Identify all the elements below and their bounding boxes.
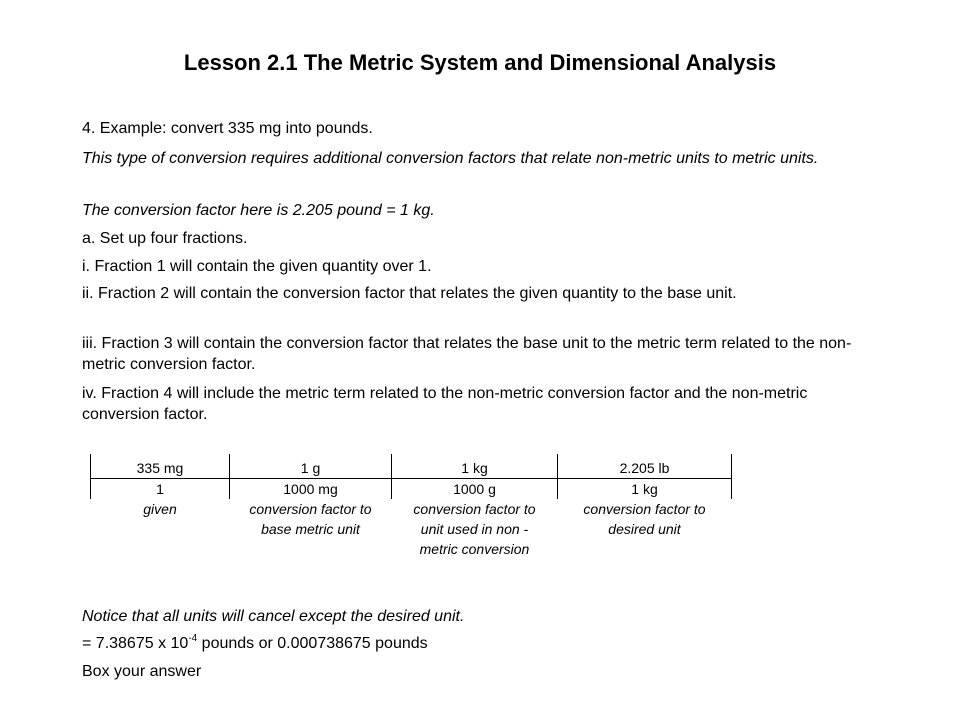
step-ii: ii. Fraction 2 will contain the conversion factor that relates the given quantity to the base unit. — [82, 285, 737, 302]
numerator-2: 1 g — [230, 454, 392, 479]
page-title: Lesson 2.1 The Metric System and Dimensional Analysis — [183, 50, 777, 75]
denominator-3: 1000 g — [392, 479, 558, 500]
note-nonmetric: This type of conversion requires additional conversion factors that relate non-metric units to metric units. — [82, 150, 819, 167]
result-prefix: = 7.38675 x 10 — [82, 635, 189, 652]
conversion-table — [90, 454, 732, 559]
label-desired-unit: conversion factor to desired unit — [583, 501, 706, 537]
denominator-1: 1 — [91, 479, 230, 500]
step-i: i. Fraction 1 will contain the given quantity over 1. — [82, 258, 432, 275]
example-line: 4. Example: convert 335 mg into pounds. — [82, 120, 373, 137]
denominator-2: 1000 mg — [230, 479, 392, 500]
result-suffix: pounds or 0.000738675 pounds — [197, 635, 428, 652]
notice-line: Notice that all units will cancel except the desired unit. — [82, 608, 465, 625]
denominator-4: 1 kg — [558, 479, 732, 500]
box-answer-line: Box your answer — [82, 663, 202, 680]
label-given: given — [143, 501, 177, 517]
numerator-1: 335 mg — [91, 454, 230, 479]
note-conversion-factor: The conversion factor here is 2.205 pound = 1 kg. — [82, 202, 435, 219]
step-iii: iii. Fraction 3 will contain the conversion factor that relates the base unit to the metric term related to the non-metric conversion factor. — [82, 335, 852, 373]
result-exponent: -4 — [188, 633, 198, 644]
step-a: a. Set up four fractions. — [82, 230, 248, 247]
label-nonmetric-unit: conversion factor to unit used in non - metric conversion — [413, 501, 536, 557]
result-line — [82, 633, 872, 654]
label-base-unit: conversion factor to base metric unit — [249, 501, 372, 537]
step-iv: iv. Fraction 4 will include the metric term related to the non-metric conversion factor and the non-metric conversion factor. — [82, 385, 808, 423]
numerator-4: 2.205 lb — [558, 454, 732, 479]
numerator-3: 1 kg — [392, 454, 558, 479]
